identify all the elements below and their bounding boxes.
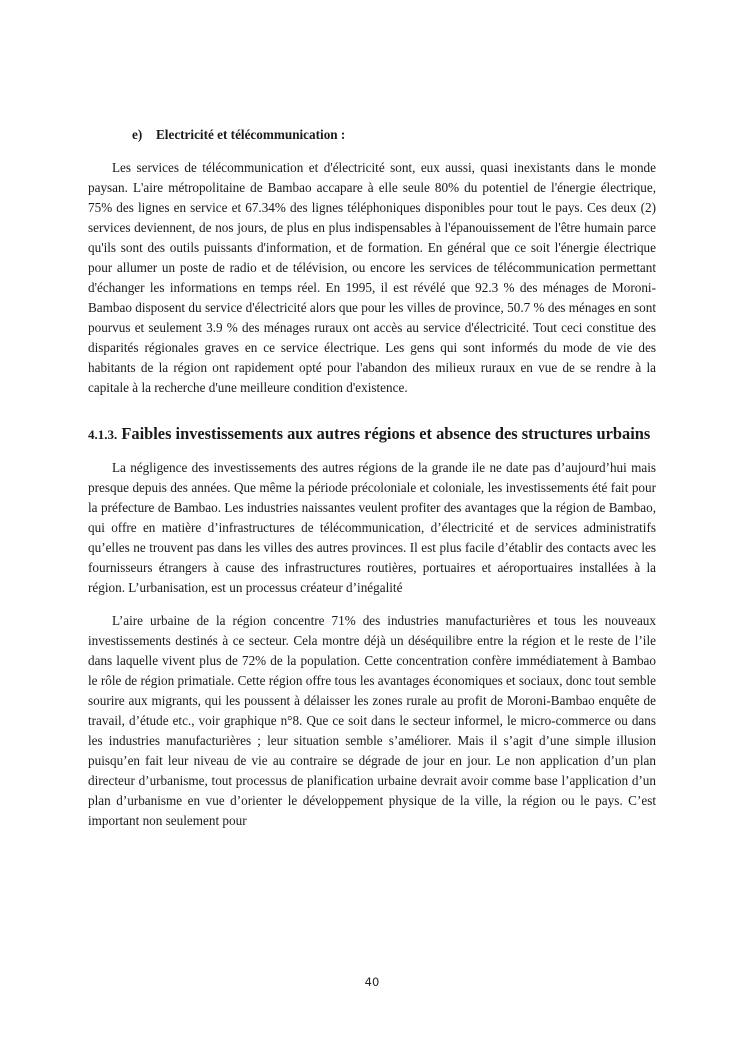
section-heading: [88, 422, 656, 446]
paragraph-electricity: Les services de télécommunication et d'électricité sont, eux aussi, quasi inexistants dans le monde paysan. L'aire métropolitaine de Bambao accapare à elle seule 80% du potentiel de l'énergie électrique, 75% des lignes en service et 67.34% des lignes téléphoniques disponibles pour tout le pays. Ces deux (2) services deviennent, de nos jours, de plus en plus indispensables à l'épanouissement de l'être humain parce qu'ils sont des outils puissants d'information, et de formation. En général que ce soit l'énergie électrique pour allumer un poste de radio et de télévision, ou encore les services de télécommunication permettant d'échanger les informations en temps réel. En 1995, il est révélé que 92.3 % des ménages de Moroni-Bambao disposent du service d'électricité alors que pour les villes de province, 50.7 % des ménages en sont pourvus et seulement 3.9 % des ménages ruraux ont accès au service d'électricité. Tout ceci constitue des disparités régionales graves en ce service électrique. Les gens qui sont informés du mode de vie des habitants de la région ont rapidement opté pour l'abandon des milieux ruraux en vue de se rendre à la capitale à la recherche d'une meilleure condition d'existence.: [88, 160, 656, 395]
paragraph-investments: La négligence des investissements des autres régions de la grande ile ne date pas d’aujourd’hui mais presque depuis des années. Que même la période précoloniale et coloniale, les investissements été fait pour la préfecture de Bambao. Les industries naissantes veulent profiter des avantages que la région de Bambao, qui offre en matière d’infrastructures de télécommunication, d’électricité et de services administratifs qu’elles ne trouvent pas dans les villes des autres provinces. Il est plus facile d’établir des contacts avec les fournisseurs étrangers à cause des infrastructures routières, portuaires et aéroportuaires installées à la région. L’urbanisation, est un processus créateur d’inégalité: [88, 460, 656, 595]
page-content: [88, 118, 656, 831]
section-title: Faibles investissements aux autres régions et absence des structures urbains: [121, 424, 651, 443]
page-number: 40: [364, 975, 380, 989]
subsection-title: Electricité et télécommunication :: [156, 127, 346, 142]
section-number: 4.1.3.: [88, 427, 118, 442]
subsection-label: e): [132, 127, 143, 142]
subsection-heading: [88, 125, 656, 145]
paragraph-urban-area: L’aire urbaine de la région concentre 71% des industries manufacturières et tous les nouveaux investissements destinés à ce secteur. Cela montre déjà un déséquilibre entre la région et le reste de l’ile dans laquelle vivent plus de 72% de la population. Cette concentration confère immédiatement à Bambao le rôle de région primatiale. Cette région offre tous les avantages économiques et sociaux, donc tout semble sourire aux migrants, qui les poussent à délaisser les zones rurale au profit de Moroni-Bambao enquête de travail, d’étude etc., voir graphique n°8. Que ce soit dans le secteur informel, le micro-commerce ou dans les industries manufacturières ; leur situation semble s’améliorer. Mais il s’agit d’une simple illusion puisqu’en fait leur niveau de vie au contraire se dégrade de jour en jour. Le non application d’un plan directeur d’urbanisme, tout processus de planification urbaine devrait avoir comme base l’application d’un plan d’urbanisme en vue d’orienter le développement physique de la ville, la région ou le pays. C’est important non seulement pour: [88, 613, 656, 828]
